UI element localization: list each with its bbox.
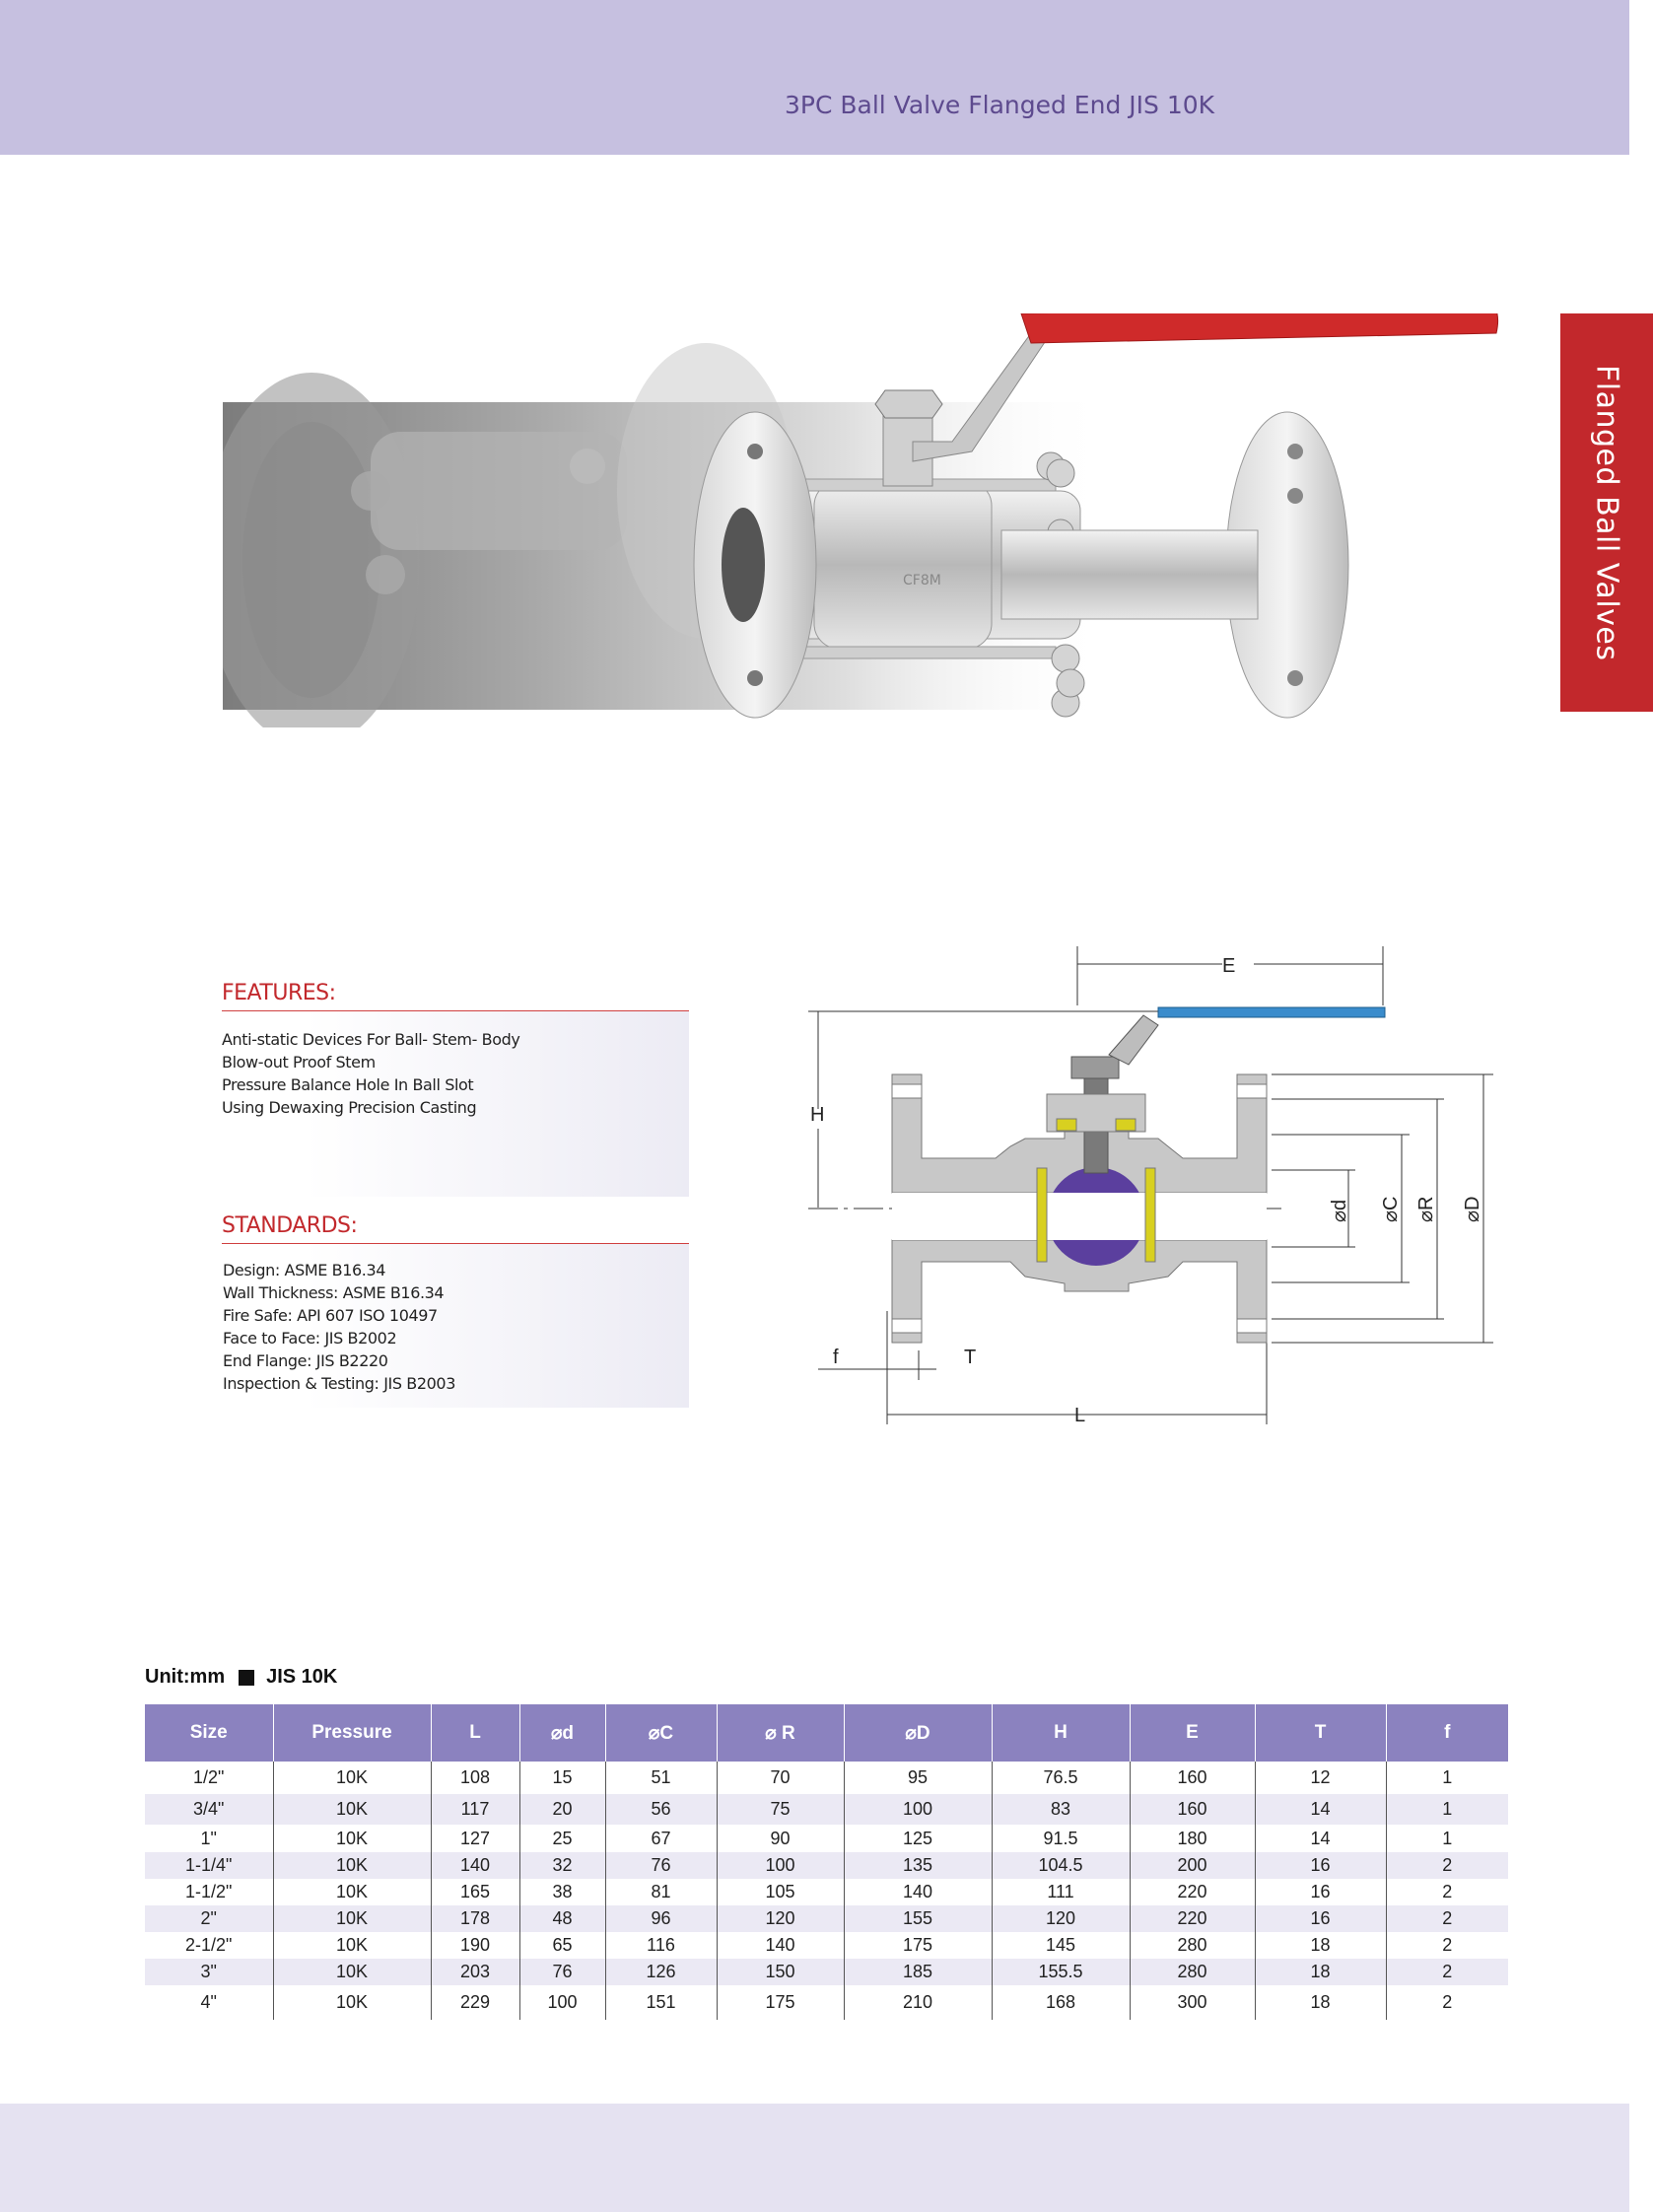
table-cell: 145 [992, 1932, 1130, 1959]
flange-bolt-hole [892, 1319, 922, 1333]
features-item: Using Dewaxing Precision Casting [222, 1098, 477, 1117]
table-cell: 95 [844, 1762, 992, 1794]
column-header: T [1255, 1704, 1386, 1762]
flange-hole-icon [1287, 670, 1303, 686]
square-bullet-icon [239, 1670, 254, 1686]
valve-handle-grip [1021, 313, 1498, 343]
table-cell: 155.5 [992, 1959, 1130, 1985]
table-cell: 14 [1255, 1825, 1386, 1852]
ball-bore [1047, 1193, 1145, 1240]
unit-label: Unit:mm [145, 1666, 226, 1688]
table-cell: 10K [273, 1794, 431, 1825]
valve-nut-icon [1052, 645, 1079, 672]
table-cell: 65 [519, 1932, 605, 1959]
table-cell: 10K [273, 1985, 431, 2020]
table-cell: 4" [200, 1992, 217, 2012]
table-cell: 200 [1130, 1852, 1255, 1879]
table-row [145, 1932, 1508, 1959]
table-cell: 126 [605, 1959, 717, 1985]
table-cell: 1 [1386, 1794, 1508, 1825]
closeup-bolt-icon [366, 555, 405, 594]
column-header: Pressure [273, 1704, 431, 1762]
table-cell: 160 [1130, 1762, 1255, 1794]
flange-bolt-hole [1237, 1319, 1267, 1333]
table-cell: 18 [1255, 1959, 1386, 1985]
features-list [222, 1028, 519, 1119]
table-row [145, 1794, 1508, 1825]
table-cell: 116 [605, 1932, 717, 1959]
table-cell: 127 [431, 1825, 519, 1852]
table-cell: 2 [1386, 1932, 1508, 1959]
footer-band [0, 2104, 1629, 2212]
table-cell: 220 [1130, 1879, 1255, 1905]
column-header: H [992, 1704, 1130, 1762]
table-cell: 76 [605, 1852, 717, 1879]
column-header: E [1130, 1704, 1255, 1762]
table-cell: 83 [992, 1794, 1130, 1825]
valve-body-mark: CF8M [903, 573, 941, 588]
table-cell: 32 [519, 1852, 605, 1879]
column-header: ⌀ R [717, 1704, 844, 1762]
table-cell: 280 [1130, 1932, 1255, 1959]
table-cell: 14 [1255, 1794, 1386, 1825]
closeup-bolt-icon [351, 471, 390, 511]
table-cell: 1-1/4" [145, 1852, 273, 1879]
packing [1116, 1119, 1136, 1131]
seat-right [1145, 1168, 1155, 1262]
valve-bore-icon [722, 508, 765, 622]
table-cell: 75 [717, 1794, 844, 1825]
table-cell: 160 [1130, 1794, 1255, 1825]
table-cell: 2" [145, 1905, 273, 1932]
table-cell: 151 [605, 1985, 717, 2020]
column-header: ⌀d [519, 1704, 605, 1762]
seat-left [1037, 1168, 1047, 1262]
table-cell: 168 [992, 1985, 1130, 2020]
table-cell: 25 [519, 1825, 605, 1852]
table-cell: 10K [273, 1852, 431, 1879]
flange-bolt-hole [892, 1084, 922, 1098]
label-d: ⌀d [1329, 1199, 1350, 1222]
table-cell: 48 [519, 1905, 605, 1932]
label-H: H [810, 1104, 825, 1126]
table-cell: 220 [1130, 1905, 1255, 1932]
table-cell: 15 [519, 1762, 605, 1794]
flange-hole-icon [1287, 488, 1303, 504]
stem-nut-icon [1071, 1057, 1119, 1078]
table-cell: 3" [145, 1959, 273, 1985]
standards-item: End Flange: JIS B2220 [223, 1351, 388, 1370]
table-row [145, 1879, 1508, 1905]
standard-label: JIS 10K [266, 1666, 338, 1688]
valve-stem-nut-icon [875, 390, 942, 418]
table-cell: 203 [431, 1959, 519, 1985]
label-D: ⌀D [1462, 1196, 1483, 1222]
page-title: 3PC Ball Valve Flanged End JIS 10K [785, 91, 1215, 119]
table-cell: 96 [605, 1905, 717, 1932]
table-cell: 2 [1386, 1879, 1508, 1905]
table-row [145, 1852, 1508, 1879]
table-cell: 10K [273, 1959, 431, 1985]
label-R: ⌀R [1415, 1196, 1437, 1222]
table-cell: 1 [1386, 1825, 1508, 1852]
label-L: L [1074, 1405, 1086, 1426]
valve-dimension-diagram [789, 936, 1508, 1439]
table-cell: 180 [1130, 1825, 1255, 1852]
table-cell: 1-1/2" [185, 1882, 233, 1901]
table-cell: 1/2" [193, 1767, 225, 1787]
table-cell: 10K [273, 1932, 431, 1959]
valve-center [814, 481, 992, 649]
column-header: ⌀C [605, 1704, 717, 1762]
table-row [145, 1825, 1508, 1852]
table-cell: 16 [1255, 1905, 1386, 1932]
table-cell: 76.5 [992, 1762, 1130, 1794]
table-cell: 111 [992, 1879, 1130, 1905]
table-cell: 3/4" [145, 1794, 273, 1825]
packing [1057, 1119, 1076, 1131]
table-cell: 135 [844, 1852, 992, 1879]
label-C: ⌀C [1380, 1196, 1402, 1222]
standards-item: Wall Thickness: ASME B16.34 [223, 1283, 445, 1302]
table-cell: 10K [273, 1762, 431, 1794]
features-item: Anti-static Devices For Ball- Stem- Body [222, 1030, 520, 1049]
side-tab-label: Flanged Ball Valves [1589, 364, 1624, 661]
column-header: ⌀D [844, 1704, 992, 1762]
table-cell: 300 [1130, 1985, 1255, 2020]
table-cell: 140 [431, 1852, 519, 1879]
table-cell: 1 [1386, 1762, 1508, 1794]
table-cell: 10K [273, 1825, 431, 1852]
product-photo [223, 313, 1504, 727]
label-f: f [833, 1347, 839, 1368]
table-cell: 229 [431, 1985, 519, 2020]
table-cell: 10K [273, 1905, 431, 1932]
features-title: FEATURES: [222, 981, 336, 1005]
table-cell: 120 [717, 1905, 844, 1932]
table-header-row [145, 1704, 1508, 1762]
table-cell: 165 [431, 1879, 519, 1905]
table-row [145, 1762, 1508, 1794]
flange-bolt-hole [1237, 1084, 1267, 1098]
table-cell: 38 [519, 1879, 605, 1905]
table-cell: 140 [844, 1879, 992, 1905]
table-cell: 51 [605, 1762, 717, 1794]
table-cell: 16 [1255, 1852, 1386, 1879]
table-cell: 150 [717, 1959, 844, 1985]
features-item: Blow-out Proof Stem [222, 1053, 376, 1071]
table-row [145, 1985, 1508, 2020]
table-cell: 91.5 [992, 1825, 1130, 1852]
table-cell: 104.5 [992, 1852, 1130, 1879]
table-cell: 67 [605, 1825, 717, 1852]
table-row [145, 1959, 1508, 1985]
valve-nut-icon [1047, 459, 1074, 487]
table-cell: 2-1/2" [185, 1935, 233, 1955]
column-header: f [1386, 1704, 1508, 1762]
table-cell: 140 [717, 1932, 844, 1959]
table-cell: 18 [1255, 1985, 1386, 2020]
table-cell: 120 [992, 1905, 1130, 1932]
table-cell: 81 [605, 1879, 717, 1905]
table-cell: 2 [1386, 1852, 1508, 1879]
table-cell: 1" [200, 1828, 217, 1848]
table-cell: 175 [844, 1932, 992, 1959]
table-cell: 210 [844, 1985, 992, 2020]
table-row [145, 1905, 1508, 1932]
table-cell: 2 [1386, 1905, 1508, 1932]
standards-title: STANDARDS: [222, 1213, 358, 1238]
table-cell: 280 [1130, 1959, 1255, 1985]
standards-item: Design: ASME B16.34 [223, 1261, 386, 1279]
column-header: L [431, 1704, 519, 1762]
table-cell: 100 [717, 1852, 844, 1879]
table-cell: 2 [1386, 1959, 1508, 1985]
table-cell: 76 [519, 1959, 605, 1985]
standards-item: Face to Face: JIS B2002 [223, 1329, 397, 1348]
closeup-bolt-icon [570, 449, 605, 484]
valve-neck [1001, 530, 1258, 619]
table-cell: 175 [717, 1985, 844, 2020]
table-cell: 125 [844, 1825, 992, 1852]
table-cell: 155 [844, 1905, 992, 1932]
table-cell: 20 [519, 1794, 605, 1825]
table-cell: 190 [431, 1932, 519, 1959]
standards-item: Fire Safe: API 607 ISO 10497 [223, 1306, 438, 1325]
closeup-flange-inner [242, 422, 380, 698]
standards-list [223, 1259, 455, 1395]
table-cell: 108 [431, 1762, 519, 1794]
table-cell: 185 [844, 1959, 992, 1985]
handle-arm [1109, 1015, 1158, 1065]
standards-item: Inspection & Testing: JIS B2003 [223, 1374, 455, 1393]
flange-hole-icon [747, 444, 763, 459]
label-T: T [964, 1347, 977, 1368]
table-cell: 18 [1255, 1932, 1386, 1959]
flange-hole-icon [1287, 444, 1303, 459]
table-cell: 100 [519, 1985, 605, 2020]
features-item: Pressure Balance Hole In Ball Slot [222, 1075, 474, 1094]
table-cell: 117 [431, 1794, 519, 1825]
table-cell: 56 [605, 1794, 717, 1825]
table-cell: 70 [717, 1762, 844, 1794]
dimensions-table [145, 1704, 1508, 2020]
table-cell: 90 [717, 1825, 844, 1852]
flange-hole-icon [747, 670, 763, 686]
column-header: Size [145, 1704, 273, 1762]
unit-line [145, 1666, 337, 1689]
table-cell: 100 [844, 1794, 992, 1825]
table-cell: 12 [1255, 1762, 1386, 1794]
table-cell: 10K [273, 1879, 431, 1905]
header-band [0, 0, 1629, 155]
valve-nut-icon [1057, 669, 1084, 697]
table-cell: 2 [1386, 1985, 1508, 2020]
table-cell: 178 [431, 1905, 519, 1932]
handle-bar [1158, 1007, 1385, 1017]
table-cell: 16 [1255, 1879, 1386, 1905]
label-E: E [1222, 955, 1236, 977]
table-cell: 105 [717, 1879, 844, 1905]
